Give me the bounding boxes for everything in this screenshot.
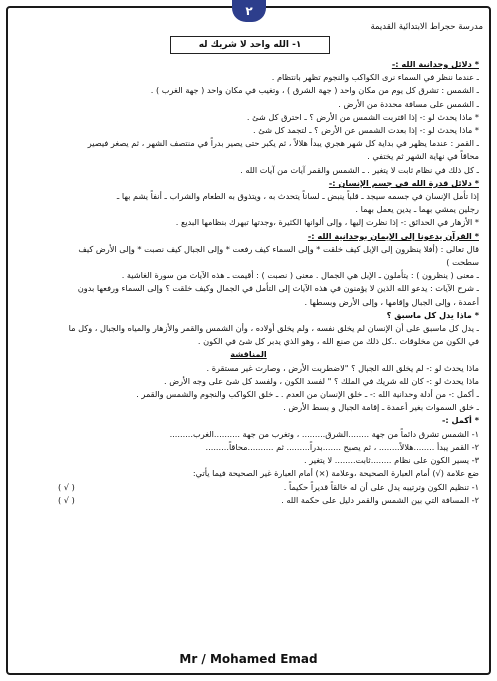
text-line: ـ شرح الآيات : يدعو الله الذين لا يؤمنون في هذه الآيات إلى التأمل في الجمال وكيف خلقت ؟ وإلى السماء ورفعها بدون (77, 283, 479, 294)
text-line: ـ خلق السموات بغير أعمدة ـ إقامة الجبال و بسط الأرض . (283, 402, 479, 413)
exercise-line: ٢- القمر يبدأ ........هلالاً........ ، ثم يصبح .......بدراً......... ثم ..........محاقاً......... (205, 441, 479, 452)
section-heading: * القرآن يدعونا إلى الإيمان بوحدانية الله :- (307, 230, 479, 241)
exercise-line: ١- الشمس تشرق دائماً من جهة ........الشرق......... ، وتغرب من جهة ..........الغرب......... (169, 428, 479, 439)
section-heading: * ماذا يدل كل ماسبق ؟ (386, 309, 479, 320)
text-line: رجلين يمشي بهما ـ يدين يعمل بهما . (355, 204, 479, 215)
text-line: ـ معنى ( ينظرون ) : يتأملون ـ الإبل هي الجمال . معنى ( نصبت ) : أقيمت ـ هذه الآيات من سورة الغاشية . (121, 270, 479, 281)
lesson-content (18, 58, 479, 507)
section-heading: * دلائل وحدانية الله :- (391, 59, 479, 69)
text-line: ـ الشمس : تشرق كل يوم من مكان واحد ( جهة الشرق ) ، وتغيب في مكان واحد ( جهة الغرب ) . (150, 85, 479, 96)
text-line: ـ عندما ننظر في السماء نرى الكواكب والنجوم تظهر بانتظام . (271, 72, 479, 83)
text-line: ماذا يحدث لو :- كان لله شريك في الملك ؟ " لفسد الكون ، ولفسد كل شئ على وجه الأرض . (164, 375, 479, 386)
text-line: ـ كل ذلك في نظام ثابت لا يتغير . ـ الشمس والقمر آيات من آيات الله . (240, 164, 479, 175)
exercise-statement: ٢- المسافة التي بين الشمس والقمر دليل على حكمة الله . (281, 494, 479, 505)
school-name: مدرسة حجراط الابتدائية القديمة (370, 22, 483, 32)
text-line: محاقاً في نهاية الشهر ثم يختفي . (367, 151, 479, 162)
text-line: * ماذا يحدث لو :- إذا اقتربت الشمس من الأرض ؟ ـ احترق كل شئ . (246, 111, 479, 122)
exercise-heading: * أكمل :- (441, 415, 479, 426)
section-heading: * دلائل قدرة الله في جسم الإنسان :- (328, 177, 479, 188)
text-line: ـ أكمل :- من أدلة وحدانية الله :- ـ خلق الإنسان من العدم . ـ خلق الكواكب والنجوم والشمس والقمر . (136, 389, 479, 400)
verse-line: قال تعالى : (أفلا ينظرون إلى الإبل كيف خلقت * وإلى السماء كيف رفعت * وإلى الجبال كيف نصبت * وإلى الأرض كيف (78, 243, 479, 254)
text-line: أعمدة ، وإلى الجبال وإقامها ، وإلى الأرض وبسطها . (304, 296, 479, 307)
text-line: ماذا يحدث لو :- لم يخلق الله الجبال ؟ "لاضطربت الأرض ، وصارت غير مستقرة . (206, 362, 479, 373)
exercise-line: ٣- يسير الكون على نظام ........ثابت........ لا يتغير . (304, 455, 479, 466)
exercise-row (18, 494, 479, 507)
lesson-title: ١- الله واحد لا شريك له (170, 36, 330, 54)
text-line: ـ القمر : عندما يظهر في بداية كل شهر هجري يبدأ هلالاً ، ثم يكبر حتى يصير بدراً في منتصف الشهر ، ثم يصغر فيصير (87, 138, 479, 149)
discussion-heading: المناقشة (230, 349, 267, 360)
answer-mark: ( √ ) (58, 494, 75, 505)
answer-mark: ( √ ) (58, 481, 75, 492)
text-line: إذا تأمل الإنسان في جسمه سيجد ـ قلباً ينبض ـ لساناً يتحدث به ، ويتذوق به الطعام والشراب ـ أنفاً يشم بها ـ (116, 191, 479, 202)
exercise-row (18, 481, 479, 494)
exercise-instruction: ضع علامة (√) أمام العبارة الصحيحة ،وعلامة (×) أمام العبارة غير الصحيحة فيما يأتي: (192, 468, 479, 479)
text-line: في الكون من مخلوقات ..كل ذلك من صنع الله ، وهو الذي يدبر كل شئ في الكون . (197, 336, 479, 347)
author-footer: Mr / Mohamed Emad (179, 652, 318, 666)
page-number-badge: ٢ (232, 0, 266, 22)
text-line: ـ يدل كل ماسبق على أن الإنسان لم يخلق نفسه ، ولم يخلق أولاده ، وأن الشمس والقمر والأزهار والمياه والجبال ، وكل ما (68, 323, 479, 334)
verse-line: سطحت ) (446, 257, 479, 268)
text-line: ـ الشمس على مسافة محددة من الأرض . (338, 98, 479, 109)
text-line: * ماذا يحدث لو :- إذا بعدت الشمس عن الأرض ؟ ـ لتجمد كل شئ . (253, 125, 479, 136)
exercise-statement: ١- تنظيم الكون وترتيبه يدل على أن له خالقاً قديراً حكيماً . (283, 481, 479, 492)
text-line: * الأزهار في الحدائق :- إذا نظرت إليها ، وإلى ألوانها الكثيرة ،وجدتها تبهرك بنظامها البديع . (175, 217, 479, 228)
